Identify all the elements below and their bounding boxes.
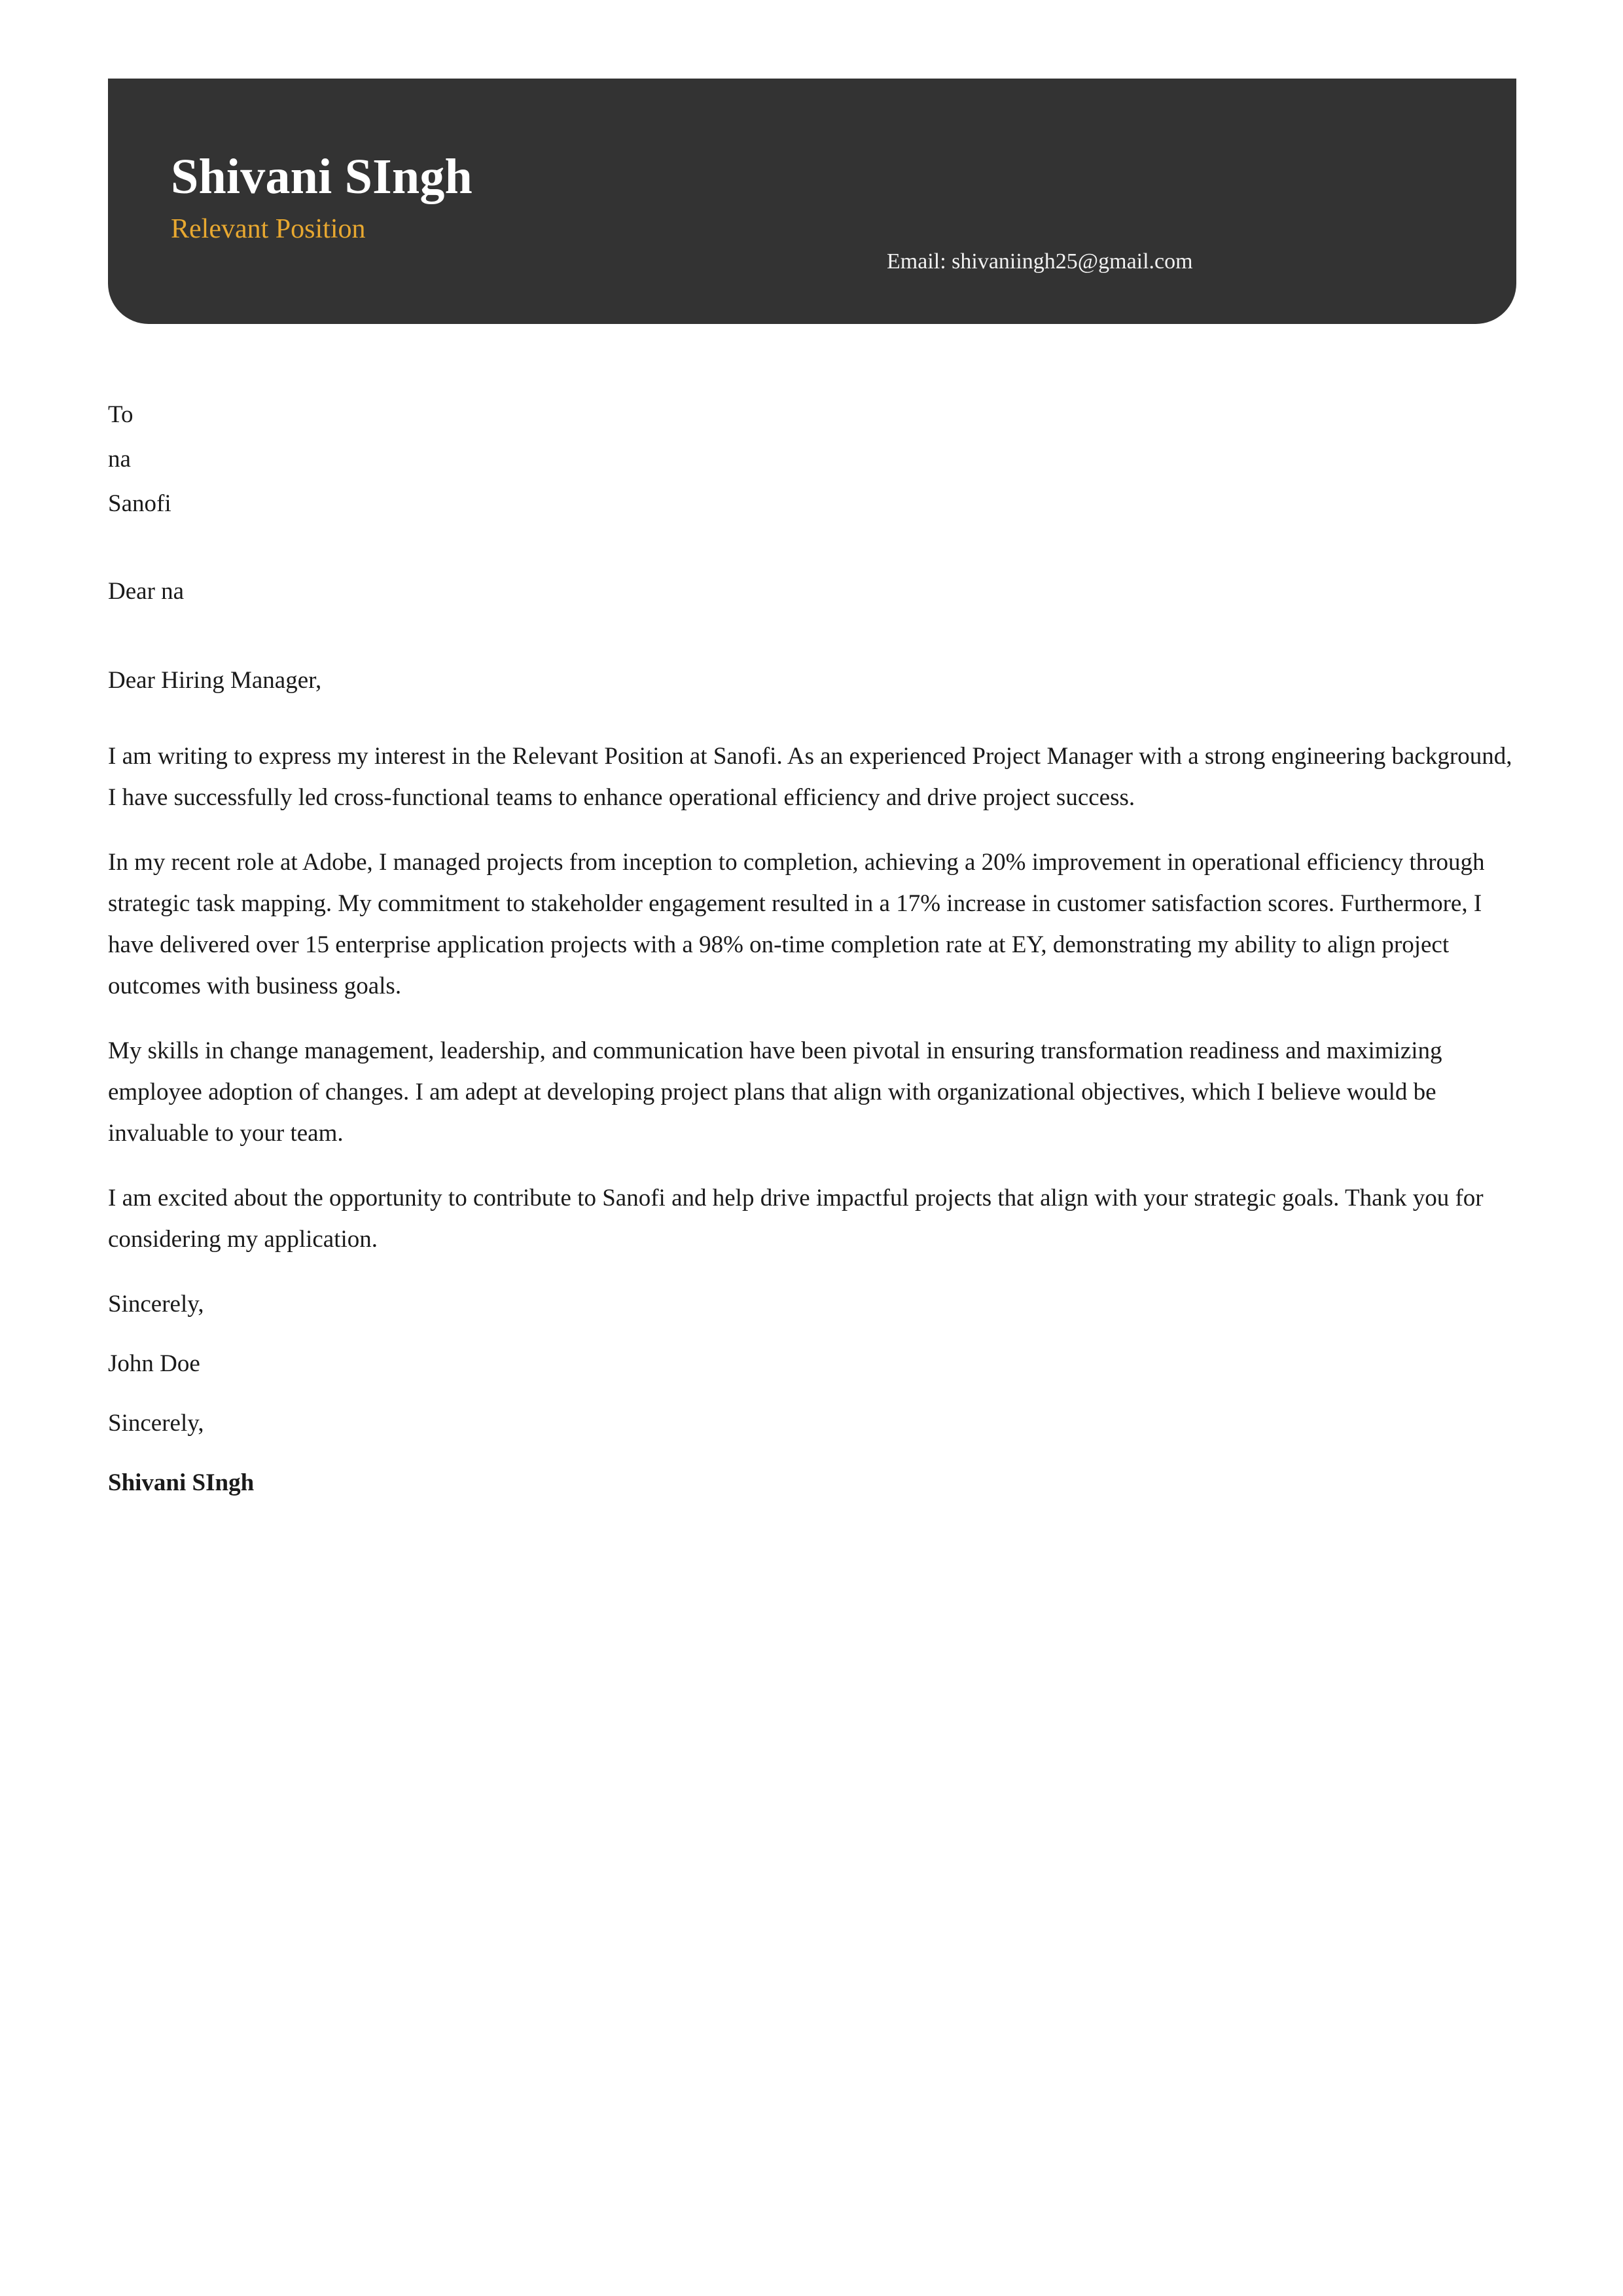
- candidate-name: Shivani SIngh: [171, 149, 473, 204]
- recipient-manager-name: na: [108, 446, 131, 473]
- recipient-to-label: To: [108, 401, 134, 428]
- letter-content: [108, 662, 1522, 1503]
- letter-paragraph: In my recent role at Adobe, I managed projects from inception to completion, achieving a 20% improvement in operational efficiency through strategic task mapping. My commitment to stakeholder engagement resulted in a 17% increase in customer satisfaction scores. Furthermore, I have delivered over 15 enterprise application projects with a 98% on-time completion rate at EY, demonstrating my ability to align project outcomes with business goals.: [108, 849, 1485, 999]
- letter-paragraph: I am writing to express my interest in the Relevant Position at Sanofi. As an experienced Project Manager with a strong engineering background, I have successfully led cross-functional teams to enhance operational efficiency and drive project success.: [108, 743, 1512, 811]
- header-name-block: [171, 147, 891, 247]
- letter-header-banner: [108, 79, 1516, 324]
- letter-greeting: Dear Hiring Manager,: [108, 667, 322, 694]
- recipient-salutation-block: [108, 569, 1522, 614]
- letter-paragraph: My skills in change management, leadership, and communication have been pivotal in ensuring transformation readiness and maximizing employee adoption of changes. I am adept at developing project plans that align with organizational objectives, which I believe would be invaluable to your team.: [108, 1037, 1442, 1147]
- letter-body: [108, 393, 1522, 1503]
- recipient-salutation: Dear na: [108, 578, 185, 605]
- recipient-address-block: [108, 393, 1522, 526]
- letter-closing-name: John Doe: [108, 1350, 200, 1377]
- contact-email: Email: shivaniingh25@gmail.com: [887, 249, 1193, 274]
- recipient-company: Sanofi: [108, 490, 171, 517]
- header-content: [108, 79, 1516, 324]
- letter-signature-name: Shivani SIngh: [108, 1469, 255, 1496]
- candidate-role: Relevant Position: [171, 214, 366, 244]
- letter-closing-salutation-secondary: Sincerely,: [108, 1410, 204, 1437]
- letter-closing-salutation: Sincerely,: [108, 1291, 204, 1318]
- letter-paragraph: I am excited about the opportunity to contribute to Sanofi and help drive impactful projects that align with your strategic goals. Thank you for considering my application.: [108, 1185, 1484, 1253]
- header-contact-block: [887, 247, 1476, 276]
